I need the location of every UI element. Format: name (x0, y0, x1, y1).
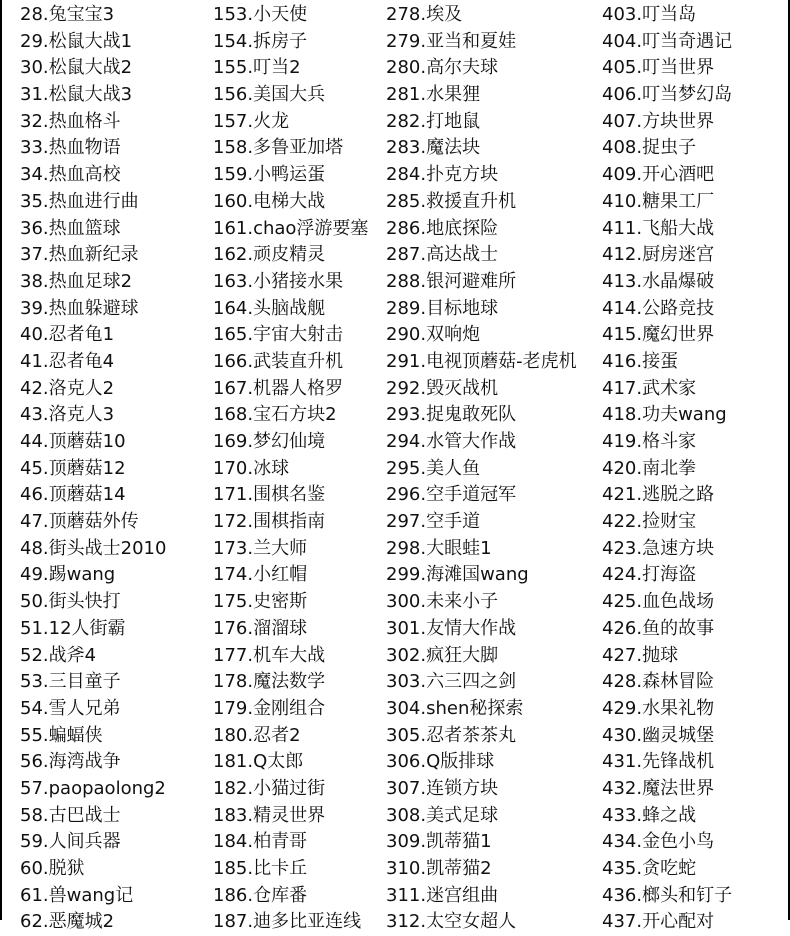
game-list-item: 294.水管大作战 (386, 431, 517, 452)
game-list-item: 282.打地鼠 (386, 110, 481, 132)
game-list-item: 434.金色小鸟 (602, 831, 715, 853)
game-list-item: 420.南北拳 (602, 457, 697, 479)
game-list-item: 310.凯蒂猫2 (386, 858, 492, 879)
game-list-item: 28.兔宝宝3 (20, 4, 115, 25)
game-list-item: 284.扑克方块 (386, 164, 499, 186)
game-list-item: 174.小红帽 (213, 564, 308, 586)
game-list-item: 281.水果狸 (386, 84, 481, 106)
game-list-item: 56.海湾战争 (20, 751, 121, 773)
game-list-item: 295.美人鱼 (386, 457, 481, 479)
game-list-item: 168.宝石方块2 (213, 404, 337, 426)
game-list-item: 178.魔法数学 (213, 671, 326, 693)
game-list-item: 181.Q太郎 (213, 751, 304, 773)
game-list-item: 435.贪吃蛇 (602, 858, 697, 879)
game-list-item: 415.魔幻世界 (602, 324, 715, 346)
game-list-item: 58.古巴战士 (20, 804, 121, 826)
game-list-item: 290.双响炮 (386, 324, 481, 346)
game-list-item: 165.宇宙大射击 (213, 324, 344, 346)
game-list-item: 419.格斗家 (602, 431, 697, 452)
game-list-item: 37.热血新纪录 (20, 244, 139, 266)
game-list-item: 404.叮当奇遇记 (602, 30, 733, 52)
game-list-item: 31.松鼠大战3 (20, 84, 133, 106)
game-list-item: 50.街头快打 (20, 591, 121, 613)
game-list-item: 291.电视顶蘑菇-老虎机 (386, 350, 577, 372)
game-list-item: 407.方块世界 (602, 110, 715, 132)
game-list-item: 55.蝙蝠侠 (20, 724, 103, 746)
game-list-item: 280.高尔夫球 (386, 57, 499, 79)
game-list-item: 292.毁灭战机 (386, 377, 499, 399)
game-list-item: 161.chao浮游要塞 (213, 217, 369, 239)
game-list-item: 305.忍者茶茶丸 (386, 724, 517, 746)
game-list-item: 44.顶蘑菇10 (20, 431, 126, 452)
game-list-item: 311.迷宫组曲 (386, 884, 499, 906)
game-list-item: 436.榔头和钉子 (602, 884, 733, 906)
game-list-item: 38.热血足球2 (20, 270, 133, 292)
game-list-item: 51.12人街霸 (20, 617, 126, 639)
game-list-column-1 (20, 2, 166, 936)
game-list-item: 298.大眼蛙1 (386, 537, 492, 559)
game-list-item: 175.史密斯 (213, 591, 308, 613)
game-list-item: 422.捡财宝 (602, 511, 697, 533)
game-list-item: 155.叮当2 (213, 57, 301, 79)
game-list-item: 432.魔法世界 (602, 777, 715, 799)
game-list-item: 34.热血高校 (20, 164, 121, 186)
game-list-column-3 (386, 2, 577, 936)
game-list-item: 32.热血格斗 (20, 110, 121, 132)
game-list-item: 409.开心酒吧 (602, 164, 715, 186)
game-list-item: 279.亚当和夏娃 (386, 30, 517, 52)
game-list-item: 48.街头战士2010 (20, 537, 167, 559)
game-list-item: 49.踢wang (20, 564, 116, 586)
game-list-item: 411.飞船大战 (602, 217, 715, 239)
game-list-item: 45.顶蘑菇12 (20, 457, 126, 479)
game-list-item: 154.拆房子 (213, 30, 308, 52)
game-list-item: 33.热血物语 (20, 137, 121, 159)
game-list-item: 426.鱼的故事 (602, 617, 715, 639)
game-list-item: 166.武装直升机 (213, 350, 344, 372)
game-list-item: 156.美国大兵 (213, 84, 326, 106)
game-list-item: 163.小猪接水果 (213, 270, 344, 292)
game-list-item: 303.六三四之剑 (386, 671, 517, 693)
game-list-item: 287.高达战士 (386, 244, 499, 266)
game-list-item: 302.疯狂大脚 (386, 644, 499, 666)
game-list-item: 431.先锋战机 (602, 751, 715, 773)
game-list-item: 176.溜溜球 (213, 617, 308, 639)
game-list-item: 433.蜂之战 (602, 804, 697, 826)
game-list-item: 179.金刚组合 (213, 697, 326, 719)
game-list-item: 167.机器人格罗 (213, 377, 344, 399)
game-list-item: 172.围棋指南 (213, 511, 326, 533)
game-list-item: 160.电梯大战 (213, 190, 326, 212)
game-list-item: 309.凯蒂猫1 (386, 831, 492, 853)
game-list-item: 164.头脑战舰 (213, 297, 326, 319)
game-list-item: 157.火龙 (213, 110, 290, 132)
game-list-column-4 (602, 2, 732, 936)
game-list-item: 296.空手道冠军 (386, 484, 517, 506)
game-list-item: 301.友情大作战 (386, 617, 517, 639)
game-list-item: 425.血色战场 (602, 591, 715, 613)
game-list-item: 429.水果礼物 (602, 697, 715, 719)
game-list-item: 57.paopaolong2 (20, 777, 166, 799)
game-list-item: 162.顽皮精灵 (213, 244, 326, 266)
game-list-item: 427.抛球 (602, 644, 679, 666)
game-list-item: 424.打海盗 (602, 564, 697, 586)
game-list-item: 307.连锁方块 (386, 777, 499, 799)
game-list-item: 278.埃及 (386, 4, 463, 25)
game-list-item: 173.兰大师 (213, 537, 308, 559)
game-list-item: 289.目标地球 (386, 297, 499, 319)
game-list-item: 417.武术家 (602, 377, 697, 399)
game-list-item: 187.迪多比亚连线 (213, 911, 362, 933)
game-list-item: 62.恶魔城2 (20, 911, 115, 933)
game-list-item: 35.热血进行曲 (20, 190, 139, 212)
game-list-item: 40.忍者龟1 (20, 324, 115, 346)
game-list-item: 283.魔法块 (386, 137, 481, 159)
game-list-item: 413.水晶爆破 (602, 270, 715, 292)
game-list-item: 158.多鲁亚加塔 (213, 137, 344, 159)
game-list-item: 182.小猫过街 (213, 777, 326, 799)
game-list-item: 30.松鼠大战2 (20, 57, 133, 79)
game-list-item: 153.小天使 (213, 4, 308, 25)
game-list-item: 408.捉虫子 (602, 137, 697, 159)
game-list-item: 170.冰球 (213, 457, 290, 479)
game-list-item: 300.未来小子 (386, 591, 499, 613)
game-list-item: 412.厨房迷宫 (602, 244, 715, 266)
game-list-item: 308.美式足球 (386, 804, 499, 826)
game-list-item: 293.捉鬼敢死队 (386, 404, 517, 426)
game-list-item: 406.叮当梦幻岛 (602, 84, 733, 106)
game-list-item: 416.接蛋 (602, 350, 679, 372)
game-list-item: 428.森林冒险 (602, 671, 715, 693)
game-list-item: 285.救援直升机 (386, 190, 517, 212)
game-list-item: 297.空手道 (386, 511, 481, 533)
game-list-item: 171.围棋名鉴 (213, 484, 326, 506)
game-list-item: 288.银河避难所 (386, 270, 517, 292)
game-list-item: 61.兽wang记 (20, 884, 134, 906)
game-list-item: 418.功夫wang (602, 404, 727, 426)
game-list-item: 423.急速方块 (602, 537, 715, 559)
game-list-item: 184.柏青哥 (213, 831, 308, 853)
game-list-item: 186.仓库番 (213, 884, 308, 906)
game-list-item: 183.精灵世界 (213, 804, 326, 826)
game-list-item: 286.地底探险 (386, 217, 499, 239)
game-list-item: 53.三目童子 (20, 671, 121, 693)
game-list-item: 54.雪人兄弟 (20, 697, 121, 719)
game-list-item: 185.比卡丘 (213, 858, 308, 879)
game-list-item: 36.热血篮球 (20, 217, 121, 239)
game-list-item: 46.顶蘑菇14 (20, 484, 126, 506)
game-list-item: 52.战斧4 (20, 644, 97, 666)
game-list-item: 43.洛克人3 (20, 404, 115, 426)
game-list-item: 410.糖果工厂 (602, 190, 715, 212)
game-list-item: 437.开心配对 (602, 911, 715, 933)
game-list-item: 29.松鼠大战1 (20, 30, 133, 52)
game-list-item: 42.洛克人2 (20, 377, 115, 399)
game-list-item: 304.shen秘探索 (386, 697, 524, 719)
game-list-item: 169.梦幻仙境 (213, 431, 326, 452)
game-list-item: 177.机车大战 (213, 644, 326, 666)
game-list-item: 41.忍者龟4 (20, 350, 115, 372)
game-list-item: 60.脱狱 (20, 858, 85, 879)
game-list-item: 430.幽灵城堡 (602, 724, 715, 746)
game-list-item: 59.人间兵器 (20, 831, 121, 853)
game-list-item: 403.叮当岛 (602, 4, 697, 25)
game-list-item: 306.Q版排球 (386, 751, 495, 773)
game-list-item: 159.小鸭运蛋 (213, 164, 326, 186)
game-list-item: 312.太空女超人 (386, 911, 517, 933)
game-list-column-2 (213, 2, 368, 936)
game-list-item: 414.公路竞技 (602, 297, 715, 319)
game-list-item: 299.海滩国wang (386, 564, 529, 586)
game-list-item: 421.逃脱之路 (602, 484, 715, 506)
game-list-item: 47.顶蘑菇外传 (20, 511, 139, 533)
game-list-item: 180.忍者2 (213, 724, 301, 746)
game-list-item: 39.热血躲避球 (20, 297, 139, 319)
game-list-item: 405.叮当世界 (602, 57, 715, 79)
